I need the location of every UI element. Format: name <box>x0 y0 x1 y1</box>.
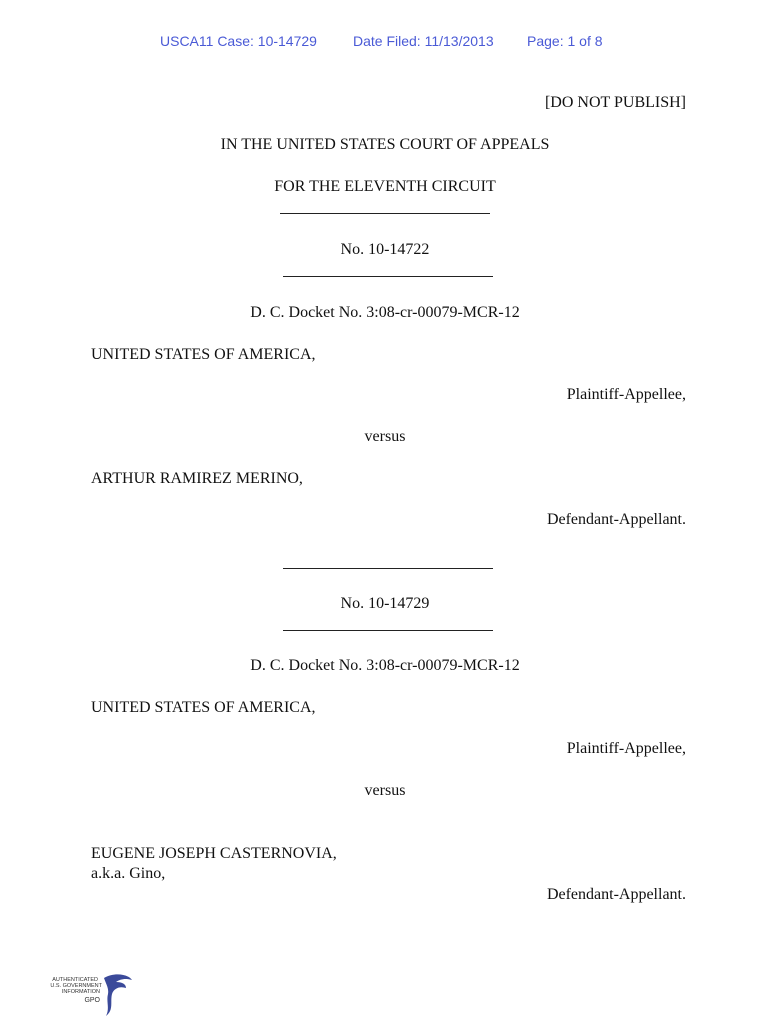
case2-versus: versus <box>364 782 406 799</box>
divider-rule <box>283 276 493 277</box>
date-filed-header: Date Filed: 11/13/2013 <box>353 33 494 49</box>
case1-plaintiff-role: Plaintiff-Appellee, <box>566 386 686 403</box>
gpo-authentication-seal <box>40 972 132 1018</box>
case2-plaintiff-role: Plaintiff-Appellee, <box>566 740 686 757</box>
court-title: IN THE UNITED STATES COURT OF APPEALS <box>220 136 550 153</box>
case2-docket: D. C. Docket No. 3:08-cr-00079-MCR-12 <box>250 657 520 674</box>
case2-defendant-aka: a.k.a. Gino, <box>91 865 166 882</box>
case1-defendant: ARTHUR RAMIREZ MERINO, <box>91 470 303 487</box>
circuit-title: FOR THE ELEVENTH CIRCUIT <box>274 178 496 195</box>
case2-defendant-role: Defendant-Appellant. <box>546 886 686 903</box>
divider-rule <box>283 630 493 631</box>
case1-docket: D. C. Docket No. 3:08-cr-00079-MCR-12 <box>250 304 520 321</box>
page-count-header: Page: 1 of 8 <box>527 33 603 49</box>
seal-line-information: INFORMATION <box>61 989 100 995</box>
case1-number: No. 10-14722 <box>340 241 430 258</box>
case2-plaintiff: UNITED STATES OF AMERICA, <box>91 699 316 716</box>
seal-line-authenticated: AUTHENTICATED <box>52 977 98 983</box>
seal-line-government: U.S. GOVERNMENT <box>50 983 102 989</box>
divider-rule <box>280 213 490 214</box>
eagle-emblem-icon <box>98 972 138 1018</box>
seal-line-gpo: GPO <box>84 997 100 1004</box>
divider-rule <box>283 568 493 569</box>
case-number-header: USCA11 Case: 10-14729 <box>160 33 317 49</box>
case1-versus: versus <box>364 428 406 445</box>
case1-defendant-role: Defendant-Appellant. <box>546 511 686 528</box>
case2-defendant: EUGENE JOSEPH CASTERNOVIA, <box>91 845 337 862</box>
publish-notice: [DO NOT PUBLISH] <box>544 94 686 111</box>
case2-number: No. 10-14729 <box>340 595 430 612</box>
case1-plaintiff: UNITED STATES OF AMERICA, <box>91 346 316 363</box>
